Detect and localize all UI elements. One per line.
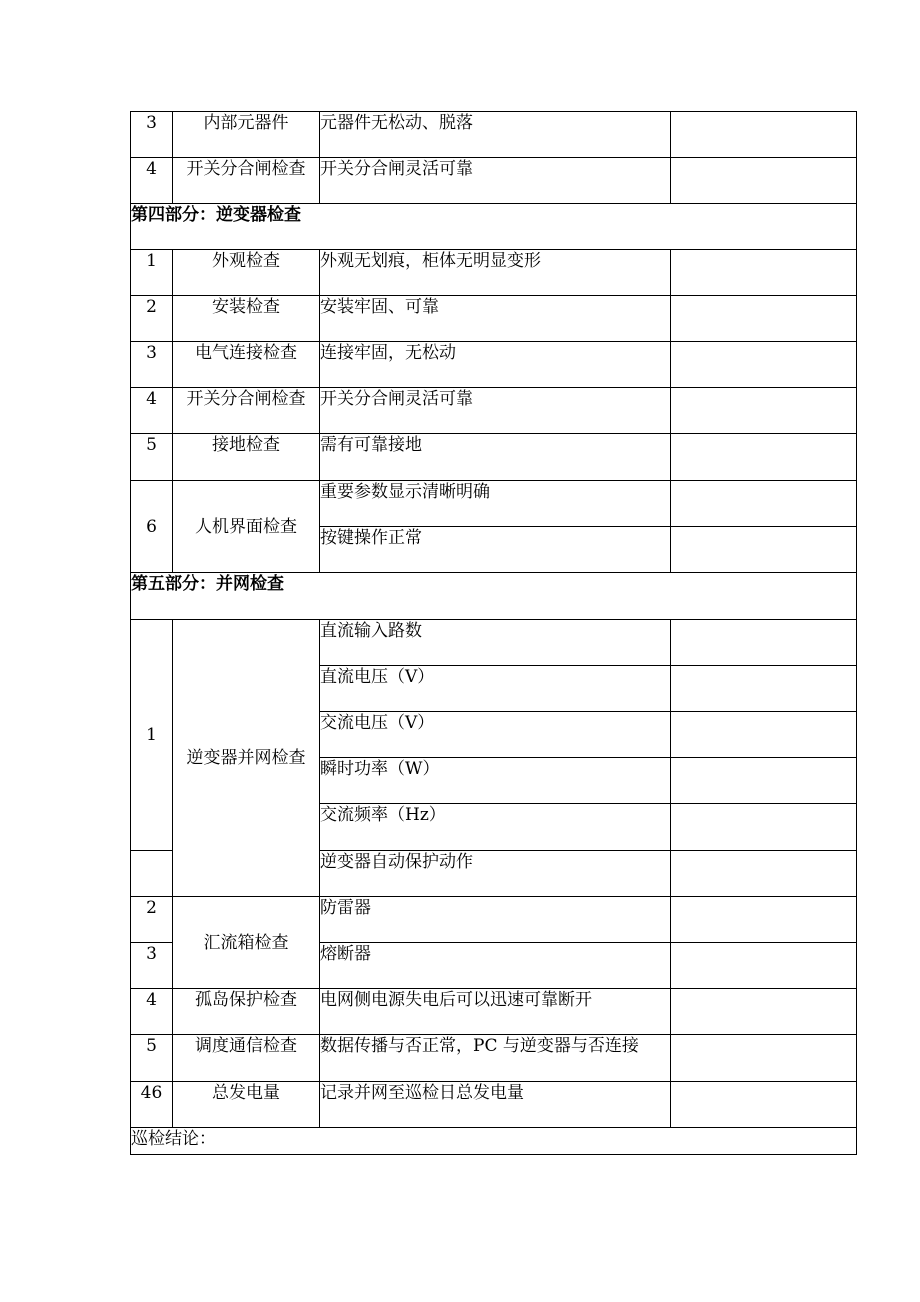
row-number: 4	[131, 989, 173, 1035]
row-number: 1	[131, 620, 173, 851]
check-item: 安装检查	[173, 296, 320, 342]
table-row	[131, 1035, 857, 1082]
check-item: 电气连接检查	[173, 342, 320, 388]
check-requirement: 电网侧电源失电后可以迅速可靠断开	[320, 989, 671, 1035]
check-requirement: 防雷器	[320, 897, 671, 943]
table-row	[131, 434, 857, 481]
check-requirement: 交流频率（Hz）	[320, 804, 671, 851]
check-item: 汇流箱检查	[173, 897, 320, 989]
check-requirement: 瞬时功率（W）	[320, 758, 671, 804]
result-cell[interactable]	[671, 1035, 857, 1082]
result-cell[interactable]	[671, 250, 857, 296]
table-row	[131, 112, 857, 158]
result-cell[interactable]	[671, 943, 857, 989]
check-requirement: 熔断器	[320, 943, 671, 989]
check-requirement: 元器件无松动、脱落	[320, 112, 671, 158]
result-cell[interactable]	[671, 620, 857, 666]
row-number: 6	[131, 481, 173, 573]
table-row	[131, 989, 857, 1035]
check-requirement: 数据传播与否正常，PC 与逆变器与否连接	[320, 1035, 671, 1082]
check-requirement: 开关分合闸灵活可靠	[320, 158, 671, 204]
result-cell[interactable]	[671, 388, 857, 434]
result-cell[interactable]	[671, 112, 857, 158]
result-cell[interactable]	[671, 342, 857, 388]
result-cell[interactable]	[671, 804, 857, 851]
result-cell[interactable]	[671, 758, 857, 804]
row-number: 2	[131, 296, 173, 342]
check-requirement: 交流电压（V）	[320, 712, 671, 758]
result-cell[interactable]	[671, 434, 857, 481]
row-number: 4	[131, 388, 173, 434]
row-number: 1	[131, 250, 173, 296]
row-number: 5	[131, 1035, 173, 1082]
check-requirement: 外观无划痕，柜体无明显变形	[320, 250, 671, 296]
section-header-row	[131, 573, 857, 620]
row-number: 3	[131, 342, 173, 388]
result-cell[interactable]	[671, 666, 857, 712]
check-item: 逆变器并网检查	[173, 620, 320, 897]
row-number: 2	[131, 897, 173, 943]
result-cell[interactable]	[671, 897, 857, 943]
result-cell[interactable]	[671, 158, 857, 204]
table-row	[131, 158, 857, 204]
result-cell[interactable]	[671, 712, 857, 758]
check-item: 内部元器件	[173, 112, 320, 158]
section-title: 第四部分：逆变器检查	[131, 204, 857, 250]
check-requirement: 记录并网至巡检日总发电量	[320, 1082, 671, 1128]
check-requirement: 重要参数显示清晰明确	[320, 481, 671, 527]
row-number: 46	[131, 1082, 173, 1128]
section-header-row	[131, 204, 857, 250]
conclusion-row	[131, 1128, 857, 1155]
check-requirement: 逆变器自动保护动作	[320, 851, 671, 897]
check-item: 开关分合闸检查	[173, 158, 320, 204]
result-cell[interactable]	[671, 296, 857, 342]
result-cell[interactable]	[671, 527, 857, 573]
check-item: 人机界面检查	[173, 481, 320, 573]
check-item: 开关分合闸检查	[173, 388, 320, 434]
row-number: 4	[131, 158, 173, 204]
table-row	[131, 1082, 857, 1128]
row-number: 3	[131, 943, 173, 989]
table-row	[131, 481, 857, 527]
check-item: 总发电量	[173, 1082, 320, 1128]
check-requirement: 连接牢固，无松动	[320, 342, 671, 388]
check-requirement: 直流输入路数	[320, 620, 671, 666]
conclusion-label[interactable]: 巡检结论：	[131, 1128, 857, 1155]
result-cell[interactable]	[671, 989, 857, 1035]
row-number: 5	[131, 434, 173, 481]
row-number-empty	[131, 851, 173, 897]
table-row	[131, 897, 857, 943]
check-requirement: 需有可靠接地	[320, 434, 671, 481]
check-item: 外观检查	[173, 250, 320, 296]
check-requirement: 按键操作正常	[320, 527, 671, 573]
table-row	[131, 296, 857, 342]
result-cell[interactable]	[671, 481, 857, 527]
result-cell[interactable]	[671, 1082, 857, 1128]
table-row	[131, 620, 857, 666]
result-cell[interactable]	[671, 851, 857, 897]
table-row	[131, 250, 857, 296]
check-item: 调度通信检查	[173, 1035, 320, 1082]
table-row	[131, 388, 857, 434]
check-item: 孤岛保护检查	[173, 989, 320, 1035]
table-row	[131, 342, 857, 388]
check-requirement: 开关分合闸灵活可靠	[320, 388, 671, 434]
check-item: 接地检查	[173, 434, 320, 481]
section-title: 第五部分：并网检查	[131, 573, 857, 620]
check-requirement: 安装牢固、可靠	[320, 296, 671, 342]
check-requirement: 直流电压（V）	[320, 666, 671, 712]
inspection-table	[130, 111, 857, 1155]
row-number: 3	[131, 112, 173, 158]
